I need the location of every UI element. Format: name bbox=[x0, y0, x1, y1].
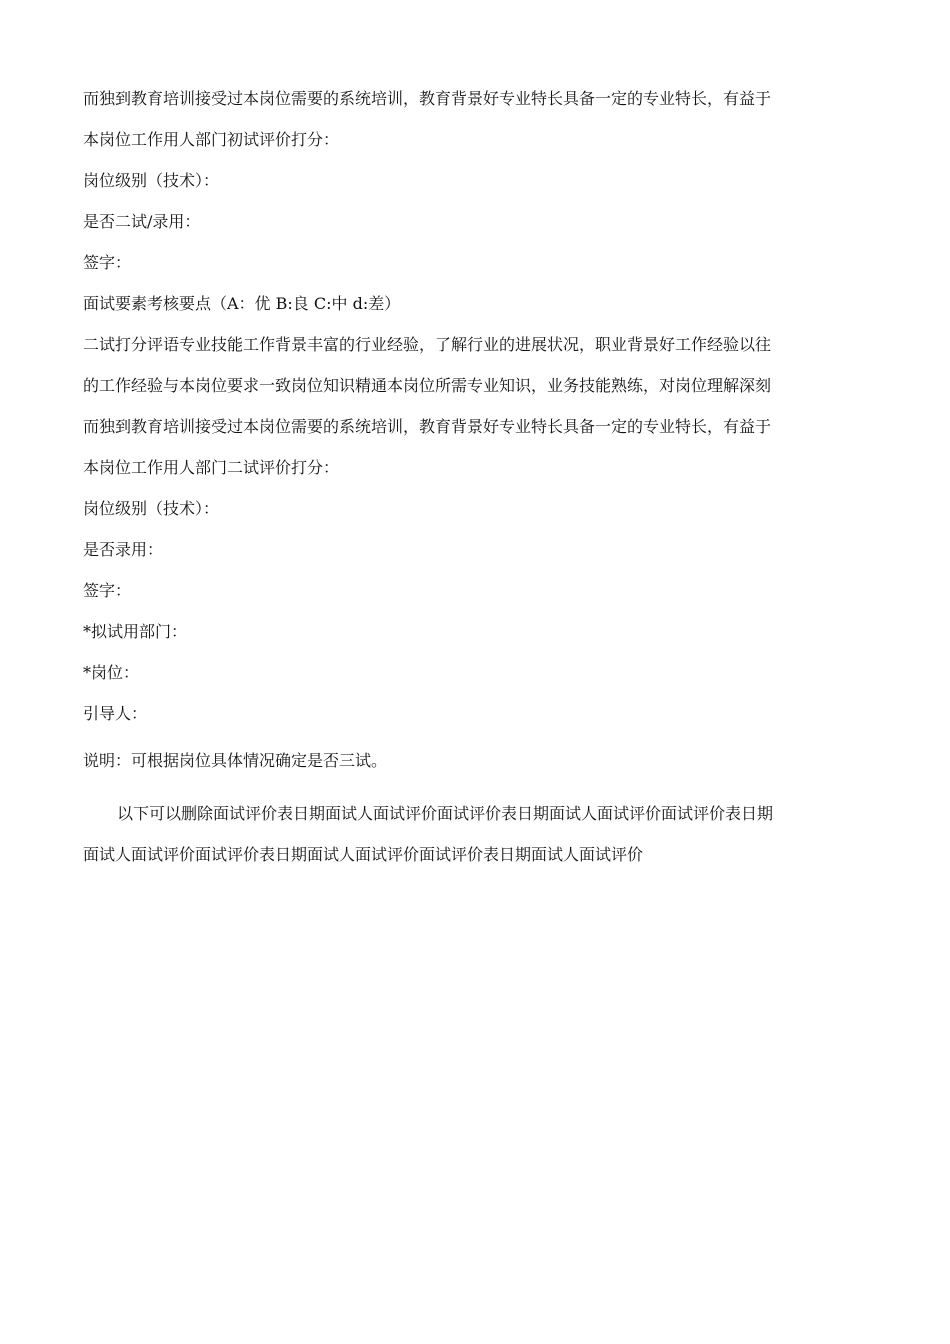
explanation-note: 说明：可根据岗位具体情况确定是否三试。 bbox=[83, 751, 388, 770]
text-line-9: 而独到教育培训接受过本岗位需要的系统培训，教育背景好专业特长具备一定的专业特长，有益于 bbox=[83, 417, 772, 436]
text-line-2: 本岗位工作用人部门初试评价打分： bbox=[83, 130, 340, 149]
document-page bbox=[83, 78, 863, 875]
guide-person-label: 引导人： bbox=[83, 704, 148, 723]
text-line-7: 二试打分评语专业技能工作背景丰富的行业经验，了解行业的进展状况，职业背景好工作经验以往 bbox=[83, 335, 772, 354]
signature-label-2: 签字： bbox=[83, 581, 132, 600]
footer-paragraph-line-1: 以下可以删除面试评价表日期面试人面试评价面试评价表日期面试人面试评价面试评价表日期 bbox=[117, 804, 774, 823]
text-line-1: 而独到教育培训接受过本岗位需要的系统培训，教育背景好专业特长具备一定的专业特长，有益于 bbox=[83, 89, 772, 108]
position-label: *岗位： bbox=[83, 663, 140, 682]
second-interview-label: 是否二试/录用： bbox=[83, 212, 201, 231]
signature-label: 签字： bbox=[83, 253, 132, 272]
text-line-8: 的工作经验与本岗位要求一致岗位知识精通本岗位所需专业知识，业务技能熟练，对岗位理解深刻 bbox=[83, 376, 772, 395]
assessment-key-points: 面试要素考核要点（A：优 B:良 C:中 d:差） bbox=[83, 294, 401, 313]
footer-paragraph bbox=[83, 793, 863, 875]
job-level-label-2: 岗位级别（技术）： bbox=[83, 499, 220, 518]
hire-decision-label: 是否录用： bbox=[83, 540, 164, 559]
trial-department-label: *拟试用部门： bbox=[83, 622, 188, 641]
job-level-label: 岗位级别（技术）： bbox=[83, 171, 220, 190]
text-line-10: 本岗位工作用人部门二试评价打分： bbox=[83, 458, 340, 477]
footer-paragraph-line-2: 面试人面试评价面试评价表日期面试人面试评价面试评价表日期面试人面试评价 bbox=[83, 845, 644, 864]
